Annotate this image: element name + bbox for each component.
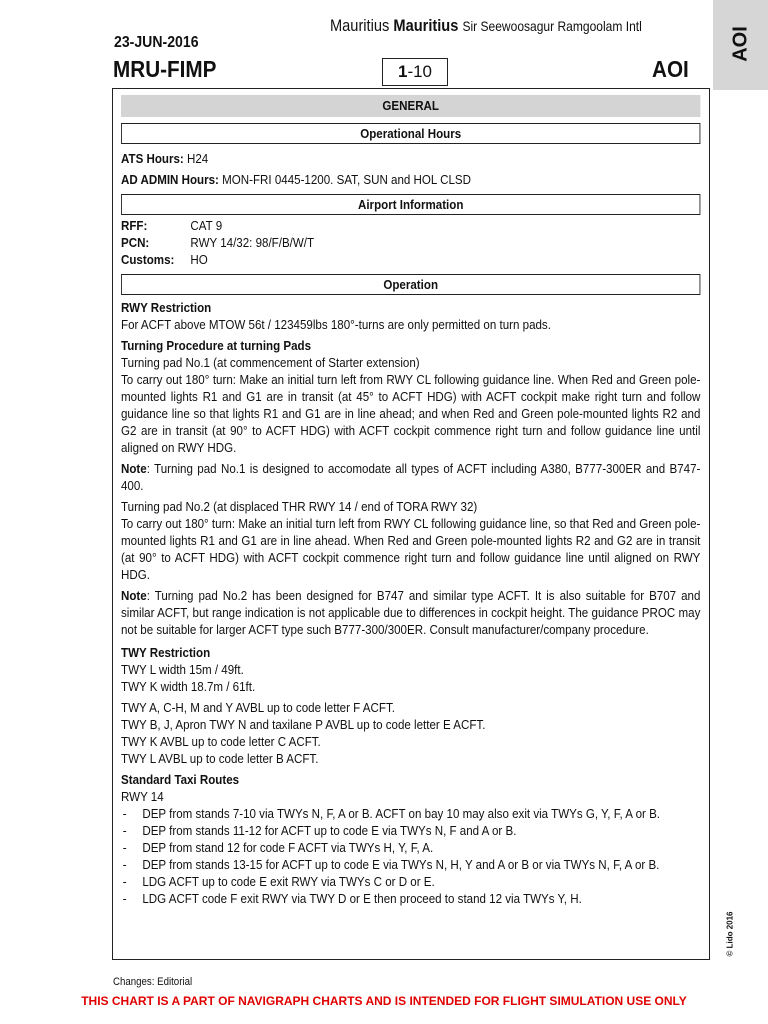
twy-restriction-title: TWY Restriction	[121, 645, 211, 660]
changes-note: Changes: Editorial	[113, 976, 193, 988]
list-item: - LDG ACFT up to code E exit RWY via TWYs C or D or E.	[121, 873, 700, 890]
rwy-restriction-text: For ACFT above MTOW 56t / 123459lbs 180°-turns are only permitted on turn pads.	[121, 317, 551, 332]
twy-avbl-line: TWY B, J, Apron TWY N and taxilane P AVBL up to code letter E ACFT.	[121, 717, 486, 732]
customs-label: Customs:	[121, 252, 175, 267]
pad2-title: Turning pad No.2 (at displaced THR RWY 14 / end of TORA RWY 32)	[121, 499, 478, 514]
page-number-prefix: 1	[397, 62, 408, 81]
note-pad2	[121, 587, 700, 638]
ats-hours	[121, 150, 700, 167]
pcn-row	[121, 234, 700, 251]
pad2-text: To carry out 180° turn: Make an initial turn left from RWY CL following guidance line, so that Red and Green pole-mounted lights R1 and G1 are in line ahead. When Red and Green pole-mounted lights R2 and G2 are in transit (at 90° to ACFT HDG) with ACFT cockpit commence right turn and follow guidance line until aligned on RWY HDG.	[121, 516, 701, 582]
pad1-text: To carry out 180° turn: Make an initial turn left from RWY CL following guidance line. When Red and Green pole-mounted lights R1 and G1 are in transit (at 45° to ACFT HDG) with ACFT cockpit make right turn and follow guidance line so that lights R1 and G1 are in line ahead; and when Red and Green pole-mounted lights R2 and G2 are in transit (at 90° to ACFT HDG) with ACFT cockpit commence right turn and follow guidance line until aligned on RWY HDG.	[121, 372, 701, 455]
twy-width-line: TWY L width 15m / 49ft.	[121, 662, 244, 677]
copyright-notice: © Lido 2016	[725, 911, 735, 957]
pcn-value: RWY 14/32: 98/F/B/W/T	[190, 235, 315, 250]
admin-hours-value: MON-FRI 0445-1200. SAT, SUN and HOL CLSD	[222, 172, 471, 187]
ats-hours-value: H24	[187, 151, 209, 166]
twy-width-line: TWY K width 18.7m / 61ft.	[121, 679, 256, 694]
taxi-routes-list	[121, 805, 700, 907]
pad1-title: Turning pad No.1 (at commencement of Starter extension)	[121, 355, 420, 370]
note-pad1-text: : Turning pad No.1 is designed to accomodate all types of ACFT including A380, B777-300ER and B747-400.	[121, 461, 701, 493]
twy-avbl-line: TWY L AVBL up to code letter B ACFT.	[121, 751, 319, 766]
note-label: Note	[121, 461, 147, 476]
airport-name: Sir Seewoosagur Ramgoolam Intl	[462, 18, 642, 34]
list-item: - DEP from stands 13-15 for ACFT up to code E via TWYs N, H, Y and A or B or via TWYs N, F, A or B.	[121, 856, 700, 873]
twy-avbl-line: TWY A, C-H, M and Y AVBL up to code letter F ACFT.	[121, 700, 395, 715]
section-heading-general: GENERAL	[121, 95, 700, 117]
subheading-operational-hours: Operational Hours	[121, 123, 700, 144]
page-number	[382, 58, 448, 86]
airport-code: MRU-FIMP	[113, 56, 217, 82]
taxi-routes-rwy: RWY 14	[121, 789, 164, 804]
simulation-disclaimer: THIS CHART IS A PART OF NAVIGRAPH CHARTS AND IS INTENDED FOR FLIGHT SIMULATION USE ONLY	[81, 994, 687, 1008]
admin-hours	[121, 171, 700, 188]
note-label: Note	[121, 588, 147, 603]
list-item: - LDG ACFT code F exit RWY via TWY D or E then proceed to stand 12 via TWYs Y, H.	[121, 890, 700, 907]
ats-hours-label: ATS Hours:	[121, 151, 184, 166]
chart-date: 23-JUN-2016	[114, 34, 199, 51]
section-code: AOI	[652, 56, 689, 82]
twy-avbl-line: TWY K AVBL up to code letter C ACFT.	[121, 734, 321, 749]
note-pad2-text: : Turning pad No.2 has been designed for B747 and similar type ACFT. It is also suitable for B707 and similar ACFT, but range indication is not applicable due to differences in cockpit height. The guidance PROC may not be suitable for larger ACFT type such B777-300/300ER. Consult manufacturer/company procedure.	[121, 588, 701, 637]
country-name: Mauritius	[330, 16, 390, 35]
admin-hours-label: AD ADMIN Hours:	[121, 172, 219, 187]
rwy-restriction-title: RWY Restriction	[121, 300, 212, 315]
section-tab	[713, 0, 768, 90]
pcn-label: PCN:	[121, 235, 150, 250]
list-item: - DEP from stand 12 for code F ACFT via TWYs H, Y, F, A.	[121, 839, 700, 856]
customs-value: HO	[190, 252, 208, 267]
subheading-operation: Operation	[121, 274, 700, 295]
list-item: - DEP from stands 11-12 for ACFT up to code E via TWYs N, F and A or B.	[121, 822, 700, 839]
note-pad1	[121, 460, 700, 494]
list-item: - DEP from stands 7-10 via TWYs N, F, A or B. ACFT on bay 10 may also exit via TWYs G, Y, F, A or B.	[121, 805, 700, 822]
section-tab-label: AOI	[729, 26, 751, 62]
turning-procedure-title: Turning Procedure at turning Pads	[121, 338, 312, 353]
customs-row	[121, 251, 700, 268]
country-name-bold: Mauritius	[393, 16, 459, 35]
subheading-airport-information: Airport Information	[121, 194, 700, 215]
rff-row	[121, 217, 700, 234]
rff-value: CAT 9	[190, 218, 223, 233]
airport-location	[330, 16, 642, 36]
page-number-suffix: -10	[407, 62, 433, 81]
content-body	[121, 95, 700, 907]
rff-label: RFF:	[121, 218, 148, 233]
content-frame	[112, 88, 710, 960]
taxi-routes-title: Standard Taxi Routes	[121, 772, 240, 787]
